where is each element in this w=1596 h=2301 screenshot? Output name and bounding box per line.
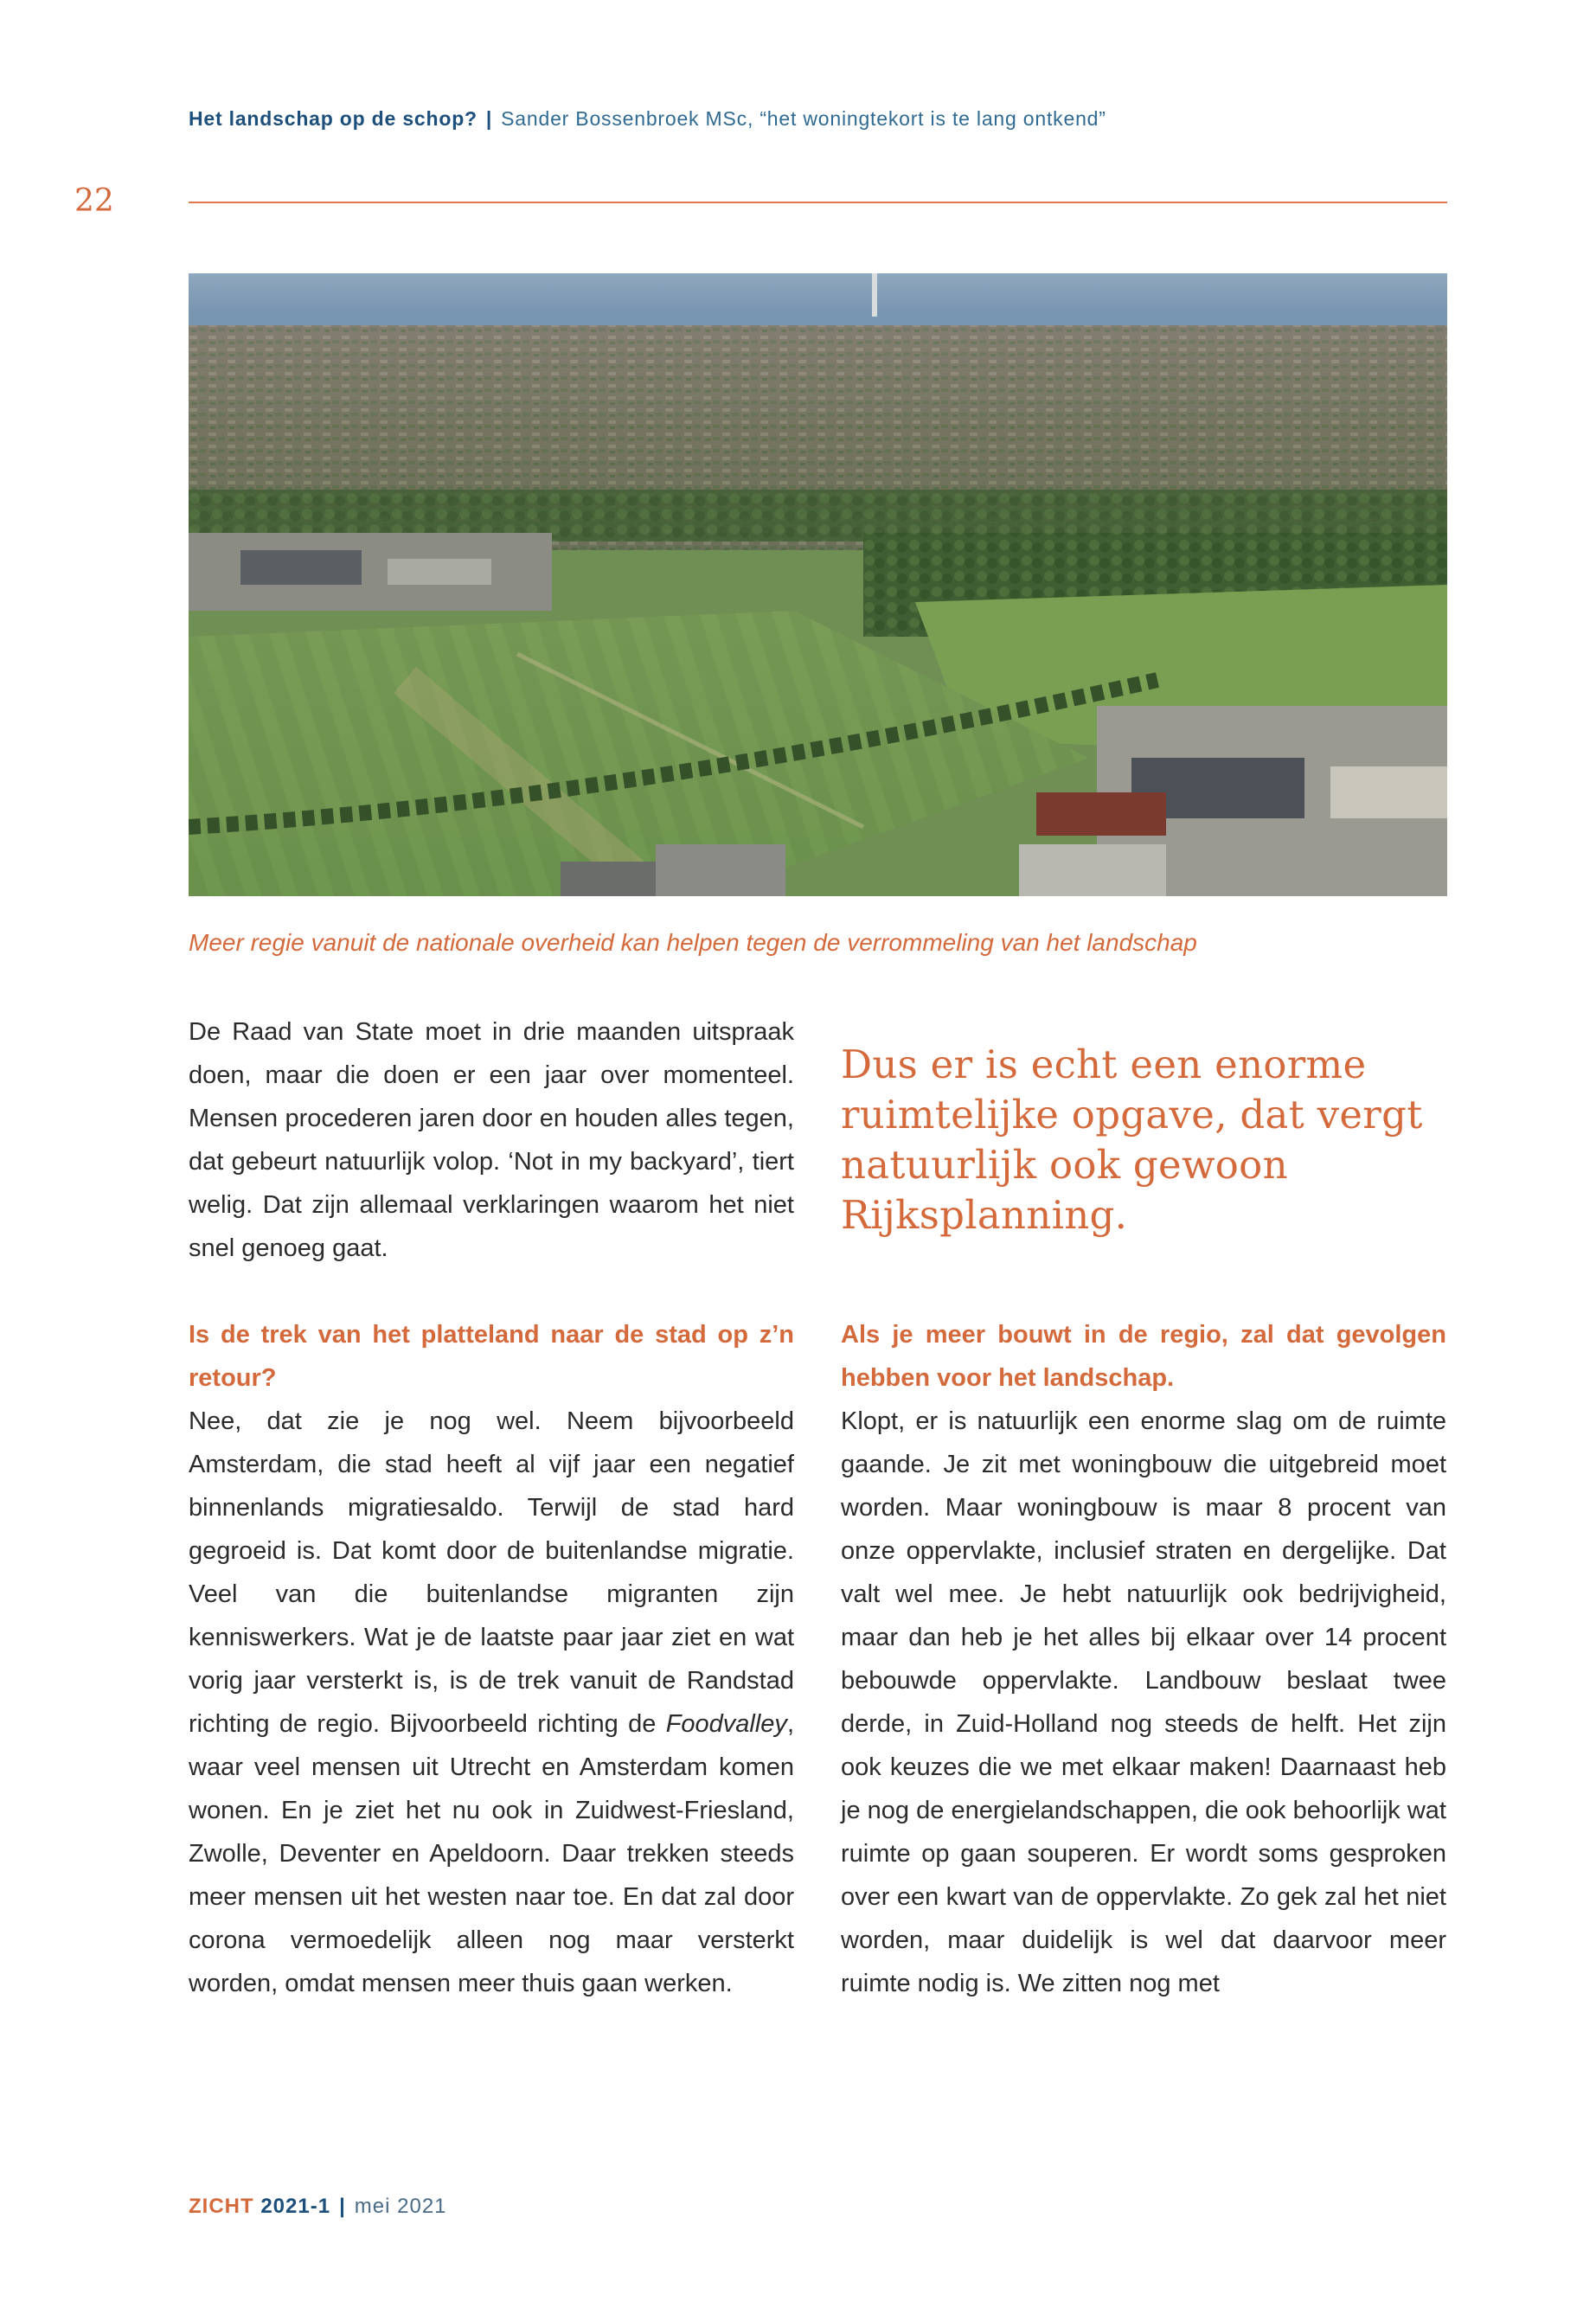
header-separator: | [485,107,493,130]
page-footer [189,2195,447,2219]
interview-question: Als je meer bouwt in de regio, zal dat gevolgen hebben voor het landschap. [841,1321,1446,1392]
pull-quote-text: Dus er is echt een enorme ruimtelijke opgave, dat vergt natuurlijk ook gewoon Rijksplanning. [841,1042,1423,1238]
paragraph-gap [189,1270,794,1313]
page-number: 22 [74,183,114,219]
running-header [189,107,1106,131]
issue-number: 2021-1 [260,2195,331,2218]
interview-answer: Klopt, er is natuurlijk een enorme slag om de ruimte gaande. Je zit met woningbouw die uitgebreid moet worden. Maar woningbouw is maar 8 procent van onze oppervlakte, inclusief straten en dergelijke. Dat valt wel mee. Je hebt natuurlijk ook bedrijvigheid, maar dan heb je het alles bij elkaar over 14 procent bebouwde oppervlakte. Landbouw beslaat twee derde, in Zuid-Holland nog steeds de helft. Het zijn ook keuzes die we met elkaar maken! Daarnaast heb je nog de energielandschappen, die ook behoorlijk wat ruimte op gaan souperen. Er wordt soms gesproken over een kwart van de oppervlakte. Zo gek zal het niet worden, maar duidelijk is wel dat daarvoor meer ruimte nodig is. We zitten nog met [841,1407,1446,1997]
interview-answer [189,1400,794,2005]
answer-italic-term: Foodvalley [665,1710,787,1738]
aerial-landscape-photo [189,273,1447,896]
publication-title: Het landschap op de schop? [189,107,478,130]
pull-quote [841,1040,1446,1240]
issue-date: mei 2021 [354,2195,447,2218]
left-column [189,1010,794,2005]
answer-text-continued: , waar veel mensen uit Utrecht en Amsterdam komen wonen. En je ziet het nu ook in Zuidwest-Friesland, Zwolle, Deventer en Apeldoorn. Daar trekken steeds meer mensen uit het westen naar toe. En dat zal door corona vermoedelijk alleen nog maar versterkt worden, omdat mensen meer thuis gaan werken. [189,1710,794,1997]
article-subtitle: Sander Bossenbroek MSc, “het woningtekort is te lang ontkend” [501,107,1106,130]
footer-separator: | [339,2195,346,2218]
right-column [841,1313,1446,2005]
intro-paragraph: De Raad van State moet in drie maanden uitspraak doen, maar die doen er een jaar over momenteel. Mensen procederen jaren door en houden alles tegen, dat gebeurt natuurlijk volop. ‘Not in my backyard’, tiert welig. Dat zijn allemaal verklaringen waarom het niet snel genoeg gaat. [189,1018,794,1262]
header-rule [189,202,1447,203]
photo-caption: Meer regie vanuit de nationale overheid kan helpen tegen de verrommeling van het landschap [189,929,1197,956]
answer-text: Nee, dat zie je nog wel. Neem bijvoorbeeld Amsterdam, die stad heeft al vijf jaar een negatief binnenlands migratiesaldo. Terwijl de stad hard gegroeid is. Dat komt door de buitenlandse migratie. Veel van die buitenlandse migranten zijn kenniswerkers. Wat je de laatste paar jaar ziet en wat vorig jaar versterkt is, is de trek vanuit de Randstad richting de regio. Bijvoorbeeld richting de [189,1407,794,1738]
magazine-name: ZICHT [189,2195,254,2218]
interview-question: Is de trek van het platteland naar de stad op z’n retour? [189,1321,794,1392]
